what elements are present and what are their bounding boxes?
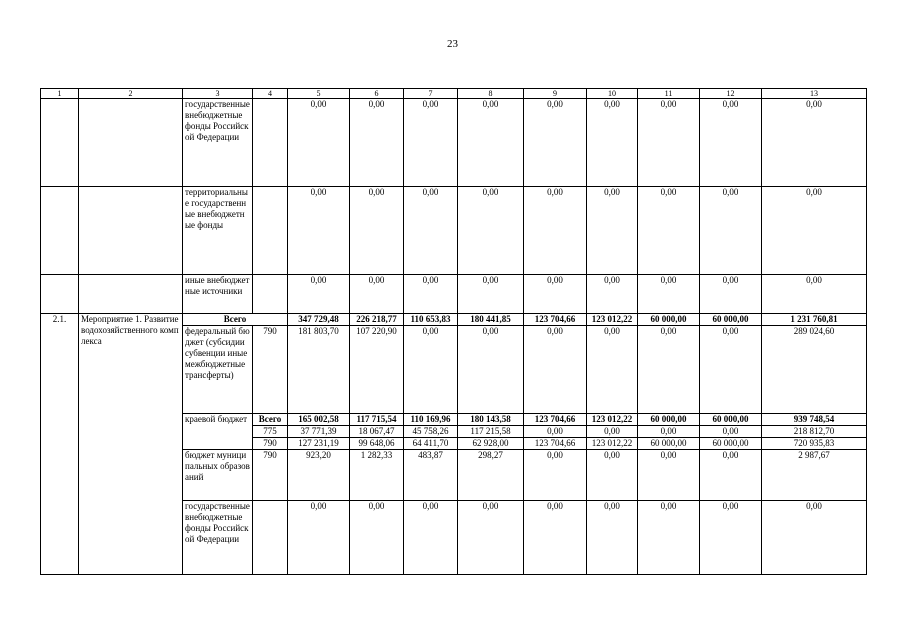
value-cell: 0,00 [762,99,867,187]
value-cell: 0,00 [638,187,700,275]
value-cell: 123 012,22 [587,314,638,326]
table-row [41,187,867,275]
value-cell: 0,00 [700,326,762,414]
column-header: 5 [288,89,350,99]
value-cell: 0,00 [524,99,587,187]
value-cell: 60 000,00 [638,438,700,450]
value-cell: 0,00 [700,187,762,275]
source-cell: федеральный бюджет (субсидии субвенции иные межбюджетные трансферты) [183,326,253,414]
value-cell: 60 000,00 [638,414,700,426]
code-cell: 790 [253,326,288,414]
value-cell: 0,00 [638,99,700,187]
value-cell: 0,00 [350,501,404,575]
value-cell: 347 729,48 [288,314,350,326]
value-cell: 110 169,96 [404,414,458,426]
source-cell: государственные внебюджетные фонды Российской Федерации [183,99,253,187]
value-cell: 0,00 [458,501,524,575]
value-cell: 0,00 [524,187,587,275]
value-cell: 0,00 [638,326,700,414]
value-cell: 123 012,22 [587,438,638,450]
value-cell: 0,00 [700,501,762,575]
value-cell: 0,00 [638,450,700,501]
value-cell: 0,00 [587,450,638,501]
value-cell: 0,00 [638,275,700,314]
table-row [41,275,867,314]
code-cell: 790 [253,438,288,450]
source-cell: государственные внебюджетные фонды Российской Федерации [183,501,253,575]
total-label: Всего [253,414,288,426]
measure-title: Мероприятие 1. Развитие водохозяйственного комплекса [79,314,183,575]
value-cell: 0,00 [762,501,867,575]
value-cell: 0,00 [458,187,524,275]
value-cell: 0,00 [762,275,867,314]
table-row-measure-total [41,314,867,326]
value-cell: 0,00 [700,275,762,314]
value-cell: 0,00 [404,99,458,187]
value-cell: 298,27 [458,450,524,501]
value-cell: 117 215,58 [458,426,524,438]
value-cell: 18 067,47 [350,426,404,438]
source-cell: краевой бюджет [183,414,253,450]
code-cell: 790 [253,450,288,501]
value-cell: 123 704,66 [524,314,587,326]
value-cell: 483,87 [404,450,458,501]
value-cell: 1 231 760,81 [762,314,867,326]
value-cell: 0,00 [587,426,638,438]
empty-cell [41,99,79,187]
empty-cell [79,275,183,314]
value-cell: 0,00 [587,326,638,414]
value-cell: 0,00 [762,187,867,275]
budget-table [40,88,867,575]
value-cell: 180 143,58 [458,414,524,426]
value-cell: 123 012,22 [587,414,638,426]
value-cell: 923,20 [288,450,350,501]
value-cell: 0,00 [524,275,587,314]
column-header: 1 [41,89,79,99]
value-cell: 110 653,83 [404,314,458,326]
value-cell: 0,00 [700,426,762,438]
value-cell: 181 803,70 [288,326,350,414]
value-cell: 0,00 [404,501,458,575]
column-header: 4 [253,89,288,99]
empty-cell [41,187,79,275]
value-cell: 165 002,58 [288,414,350,426]
value-cell: 2 987,67 [762,450,867,501]
value-cell: 0,00 [288,501,350,575]
value-cell: 0,00 [350,99,404,187]
value-cell: 0,00 [350,275,404,314]
measure-number: 2.1. [41,314,79,575]
value-cell: 0,00 [638,426,700,438]
value-cell: 0,00 [524,426,587,438]
empty-cell [253,99,288,187]
value-cell: 0,00 [404,326,458,414]
value-cell: 289 024,60 [762,326,867,414]
value-cell: 0,00 [404,275,458,314]
column-header: 7 [404,89,458,99]
value-cell: 127 231,19 [288,438,350,450]
value-cell: 123 704,66 [524,414,587,426]
empty-cell [253,187,288,275]
value-cell: 0,00 [587,501,638,575]
value-cell: 117 715,54 [350,414,404,426]
value-cell: 1 282,33 [350,450,404,501]
value-cell: 107 220,90 [350,326,404,414]
value-cell: 218 812,70 [762,426,867,438]
value-cell: 0,00 [458,275,524,314]
column-header: 9 [524,89,587,99]
column-header: 11 [638,89,700,99]
value-cell: 0,00 [587,99,638,187]
value-cell: 0,00 [587,187,638,275]
column-header: 2 [79,89,183,99]
value-cell: 60 000,00 [700,438,762,450]
value-cell: 0,00 [350,187,404,275]
value-cell: 0,00 [458,99,524,187]
value-cell: 0,00 [524,450,587,501]
value-cell: 0,00 [638,501,700,575]
source-cell: бюджет муниципальных образований [183,450,253,501]
value-cell: 0,00 [700,99,762,187]
column-number-row [41,89,867,99]
value-cell: 64 411,70 [404,438,458,450]
column-header: 13 [762,89,867,99]
value-cell: 180 441,85 [458,314,524,326]
value-cell: 0,00 [458,326,524,414]
value-cell: 123 704,66 [524,438,587,450]
empty-cell [253,501,288,575]
value-cell: 0,00 [524,326,587,414]
total-label: Всего [183,314,288,326]
value-cell: 45 758,26 [404,426,458,438]
table-row [41,99,867,187]
column-header: 10 [587,89,638,99]
empty-cell [79,99,183,187]
value-cell: 62 928,00 [458,438,524,450]
empty-cell [253,275,288,314]
empty-cell [79,187,183,275]
code-cell: 775 [253,426,288,438]
value-cell: 0,00 [288,187,350,275]
value-cell: 0,00 [587,275,638,314]
value-cell: 37 771,39 [288,426,350,438]
value-cell: 99 648,06 [350,438,404,450]
column-header: 12 [700,89,762,99]
page-number: 23 [447,38,458,50]
value-cell: 226 218,77 [350,314,404,326]
source-cell: иные внебюджетные источники [183,275,253,314]
value-cell: 0,00 [288,99,350,187]
value-cell: 60 000,00 [700,414,762,426]
value-cell: 0,00 [700,450,762,501]
column-header: 6 [350,89,404,99]
value-cell: 60 000,00 [638,314,700,326]
source-cell: территориальные государственные внебюджетные фонды [183,187,253,275]
value-cell: 720 935,83 [762,438,867,450]
value-cell: 939 748,54 [762,414,867,426]
empty-cell [41,275,79,314]
value-cell: 0,00 [404,187,458,275]
value-cell: 0,00 [288,275,350,314]
value-cell: 60 000,00 [700,314,762,326]
column-header: 8 [458,89,524,99]
value-cell: 0,00 [524,501,587,575]
column-header: 3 [183,89,253,99]
